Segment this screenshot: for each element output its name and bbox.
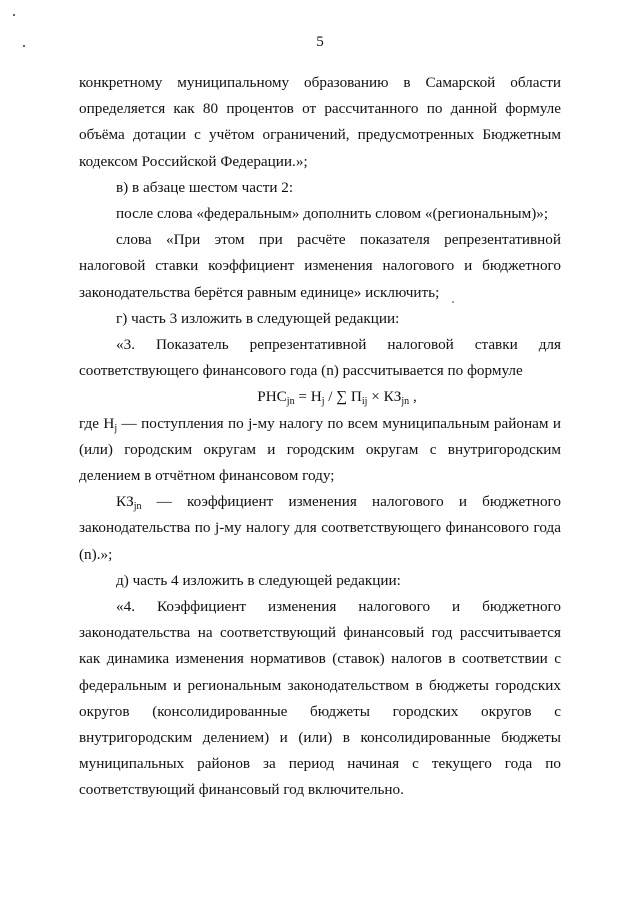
formula-p-sub: ij — [361, 396, 368, 408]
paragraph-continuation: конкретному муниципальному образованию в Самарской области определяется как 80 процентов от рассчитанного по данной формуле объёма дотации с учётом ограничений, предусмотренных Бюджетным кодексом Российской Федерации.»; — [79, 74, 561, 170]
page-number: 5 — [316, 34, 324, 50]
formula-h: Н — [310, 388, 322, 406]
formula-div-sum: / ∑ П — [324, 388, 362, 406]
formula-rns — [79, 384, 561, 410]
formula-lhs: РНС — [257, 388, 287, 406]
paragraph-where-kz — [79, 489, 561, 568]
paragraph-amendment-d: д) часть 4 изложить в следующей редакции: — [116, 571, 401, 589]
where-h-lead: где Н — [79, 414, 115, 432]
paragraph-amendment-v: в) в абзаце шестом части 2: — [116, 178, 294, 196]
where-h-sub: j — [114, 422, 118, 434]
where-h-text: — поступления по j-му налогу по всем муниципальным районам и (или) городским округам и городским округам с внутригородским делением в отчётном финансовом году; — [79, 414, 561, 485]
formula-kz-sub: jn — [401, 396, 410, 408]
where-kz-sub: jn — [133, 501, 142, 513]
formula-tail: , — [409, 388, 417, 406]
paragraph-where-h — [79, 411, 561, 490]
formula-h-sub: j — [321, 396, 325, 408]
document-body — [79, 70, 561, 804]
scan-speck — [13, 14, 15, 16]
formula-times-kz: × КЗ — [367, 388, 402, 406]
paragraph-part-4: «4. Коэффициент изменения налогового и бюджетного законодательства на соответствующий финансовый год рассчитывается как динамика изменения нормативов (ставок) налогов в соответствии с федеральным и региональным законодательством в бюджеты городских округов (консолидированные бюджеты городских округов с внутригородским делением) и (или) в консолидированные бюджеты муниципальных районов за период начиная с текущего года по соответствующий финансовый год включительно. — [79, 598, 561, 799]
formula-eq: = — [294, 388, 311, 406]
where-kz-text: — коэффициент изменения налогового и бюджетного законодательства по j-му налогу для соответствующего финансового года (n).»; — [79, 493, 561, 563]
where-kz-lead: КЗ — [116, 493, 134, 511]
paragraph-remove-words: слова «При этом при расчёте показателя репрезентативной налоговой ставки коэффициент изменения налогового и бюджетного законодательства берётся равным единице» исключить; — [79, 231, 561, 301]
paragraph-add-word: после слова «федеральным» дополнить словом «(региональным)»; — [116, 205, 549, 223]
formula-lhs-sub: jn — [286, 396, 295, 408]
paragraph-amendment-g: г) часть 3 изложить в следующей редакции: — [116, 309, 400, 327]
paragraph-part-3: «3. Показатель репрезентативной налоговой ставки для соответствующего финансового года (n) рассчитывается по формуле — [79, 336, 561, 380]
